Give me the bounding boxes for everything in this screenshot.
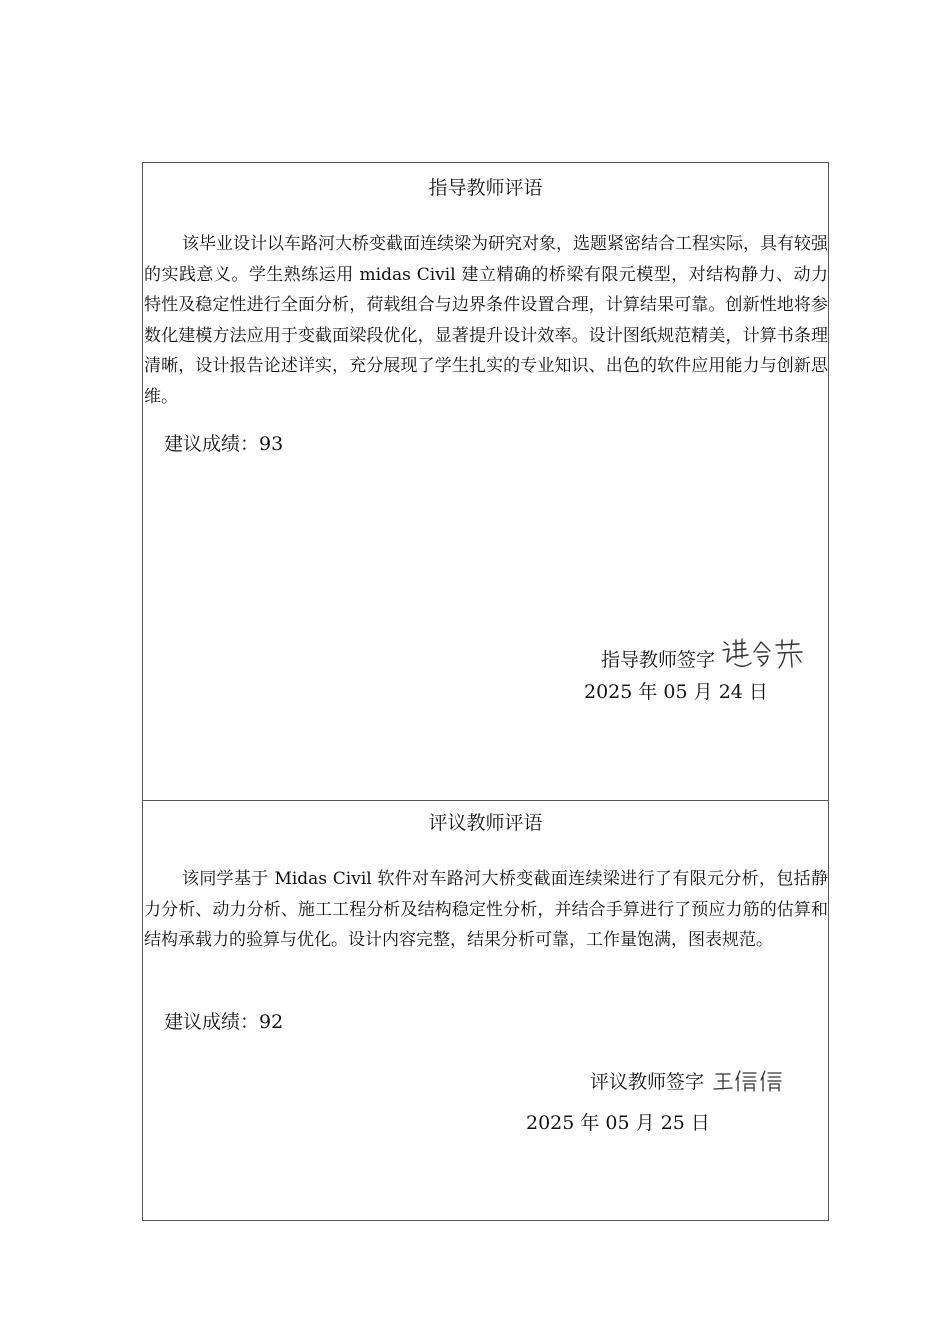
advisor-date: 2025 年 05 月 24 日 <box>584 681 768 703</box>
reviewer-grade-label: 建议成绩： <box>164 1011 260 1033</box>
reviewer-handwritten-signature <box>710 1068 786 1094</box>
advisor-sign-label: 指导教师签字 <box>601 649 716 671</box>
reviewer-section <box>143 800 828 1221</box>
reviewer-grade-value: 92 <box>259 1011 284 1033</box>
advisor-section <box>143 163 828 800</box>
reviewer-date: 2025 年 05 月 25 日 <box>526 1112 710 1134</box>
advisor-grade <box>164 433 283 455</box>
reviewer-sign-label: 评议教师签字 <box>590 1071 705 1093</box>
reviewer-signature-line <box>590 1068 786 1094</box>
reviewer-comment: 该同学基于 Midas Civil 软件对车路河大桥变截面连续梁进行了有限元分析，包括静力分析、动力分析、施工工程分析及结构稳定性分析，并结合手算进行了预应力筋的估算和结构承载力的验算与优化。设计内容完整，结果分析可靠，工作量饱满，图表规范。 <box>144 869 828 950</box>
reviewer-heading: 评议教师评语 <box>428 812 543 834</box>
advisor-comment: 该毕业设计以车路河大桥变截面连续梁为研究对象，选题紧密结合工程实际，具有较强的实践意义。学生熟练运用 midas Civil 建立精确的桥梁有限元模型，对结构静力、动力特性及稳定性进行全面分析，荷载组合与边界条件设置合理，计算结果可靠。创新性地将参数化建模方法应用于变截面梁段优化，显著提升设计效率。设计图纸规范精美，计算书条理清晰，设计报告论述详实，充分展现了学生扎实的专业知识、出色的软件应用能力与创新思维。 <box>144 234 828 407</box>
advisor-grade-label: 建议成绩： <box>164 433 260 455</box>
evaluation-table <box>142 162 829 1221</box>
advisor-signature-line <box>601 636 809 672</box>
advisor-grade-value: 93 <box>259 433 284 455</box>
advisor-heading: 指导教师评语 <box>428 177 543 199</box>
reviewer-grade <box>164 1011 283 1033</box>
advisor-handwritten-signature <box>721 636 809 672</box>
